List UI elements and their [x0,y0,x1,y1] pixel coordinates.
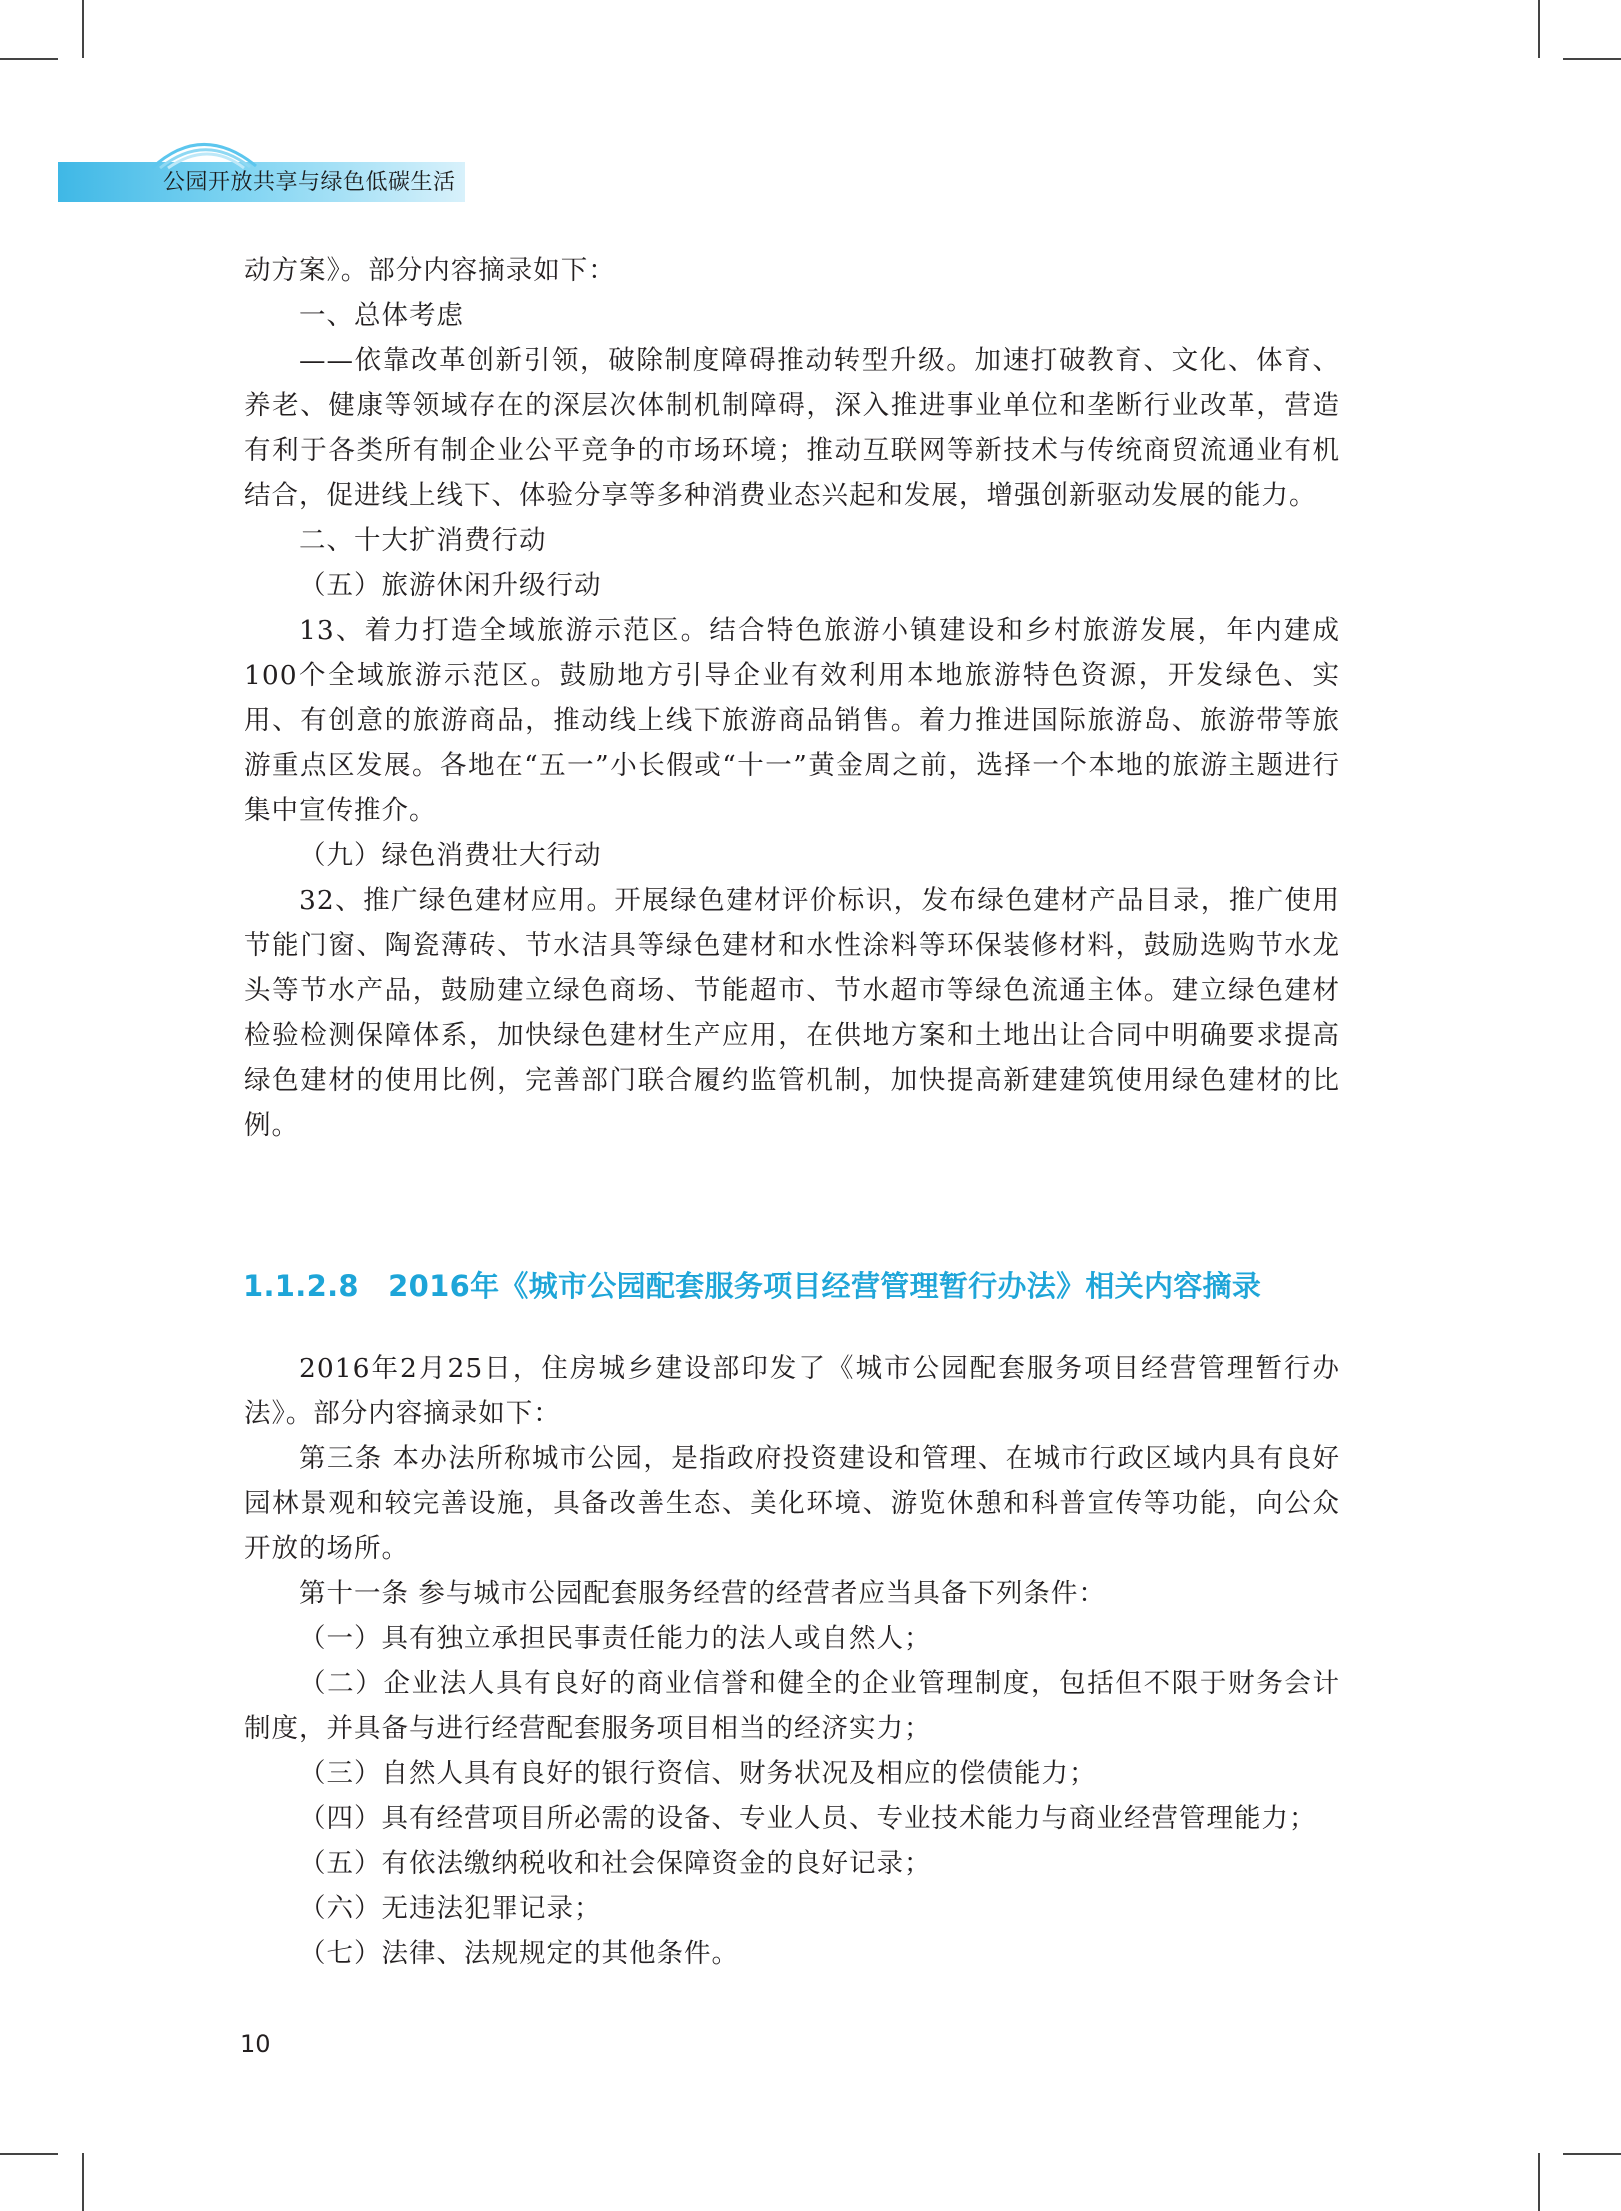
crop-mark [1538,0,1540,58]
paragraph: （二）企业法人具有良好的商业信誉和健全的企业管理制度，包括但不限于财务会计制度，并具备与进行经营配套服务项目相当的经济实力； [244,1668,1340,1744]
paragraph: （六）无违法犯罪记录； [299,1893,602,1924]
crop-mark [0,2153,58,2155]
paragraph: 32、推广绿色建材应用。开展绿色建材评价标识，发布绿色建材产品目录，推广使用节能门窗、陶瓷薄砖、节水洁具等绿色建材和水性涂料等环保装修材料，鼓励选购节水龙头等节水产品，鼓励建立绿色商场、节能超市、节水超市等绿色流通主体。建立绿色建材检验检测保障体系，加快绿色建材生产应用，在供地方案和土地出让合同中明确要求提高绿色建材的使用比例，完善部门联合履约监管机制，加快提高新建建筑使用绿色建材的比例。 [244,885,1340,1141]
page-number: 10 [240,2030,271,2058]
crop-mark [1538,2153,1540,2211]
paragraph: （九）绿色消费壮大行动 [299,840,602,871]
paragraph: ——依靠改革创新引领，破除制度障碍推动转型升级。加速打破教育、文化、体育、养老、健康等领域存在的深层次体制机制障碍，深入推进事业单位和垄断行业改革，营造有利于各类所有制企业公平竞争的市场环境；推动互联网等新技术与传统商贸流通业有机结合，促进线上线下、体验分享等多种消费业态兴起和发展，增强创新驱动发展的能力。 [244,345,1340,511]
paragraph: 第三条 本办法所称城市公园，是指政府投资建设和管理、在城市行政区域内具有良好园林景观和较完善设施，具备改善生态、美化环境、游览休憩和科普宣传等功能，向公众开放的场所。 [244,1443,1340,1564]
crop-mark [1563,2153,1621,2155]
paragraph: （四）具有经营项目所必需的设备、专业人员、专业技术能力与商业经营管理能力； [299,1803,1317,1834]
paragraph: 第十一条 参与城市公园配套服务经营的经营者应当具备下列条件： [299,1578,1106,1609]
paragraph: 动方案》。部分内容摘录如下： [244,255,616,286]
paragraph: （七）法律、法规规定的其他条件。 [299,1938,739,1969]
paragraph: （五）旅游休闲升级行动 [299,570,602,601]
paragraph: （三）自然人具有良好的银行资信、财务状况及相应的偿债能力； [299,1758,1097,1789]
body-text-block [244,248,1340,1148]
crop-mark [1563,58,1621,60]
crop-mark [82,2153,84,2211]
section-heading: 1.1.2.8 2016年《城市公园配套服务项目经营管理暂行办法》相关内容摘录 [243,1269,1262,1303]
paragraph: （五）有依法缴纳税收和社会保障资金的良好记录； [299,1848,932,1879]
paragraph: 一、总体考虑 [299,300,464,331]
body-text-block [244,1346,1340,1976]
crop-mark [82,0,84,58]
paragraph: 二、十大扩消费行动 [299,525,547,556]
running-header-title: 公园开放共享与绿色低碳生活 [163,170,456,195]
paragraph: 2016年2月25日，住房城乡建设部印发了《城市公园配套服务项目经营管理暂行办法》。部分内容摘录如下： [244,1353,1340,1429]
paragraph: （一）具有独立承担民事责任能力的法人或自然人； [299,1623,932,1654]
crop-mark [0,58,58,60]
paragraph: 13、着力打造全域旅游示范区。结合特色旅游小镇建设和乡村旅游发展，年内建成100个全域旅游示范区。鼓励地方引导企业有效利用本地旅游特色资源，开发绿色、实用、有创意的旅游商品，推动线上线下旅游商品销售。着力推进国际旅游岛、旅游带等旅游重点区发展。各地在“五一”小长假或“十一”黄金周之前，选择一个本地的旅游主题进行集中宣传推介。 [244,615,1340,826]
